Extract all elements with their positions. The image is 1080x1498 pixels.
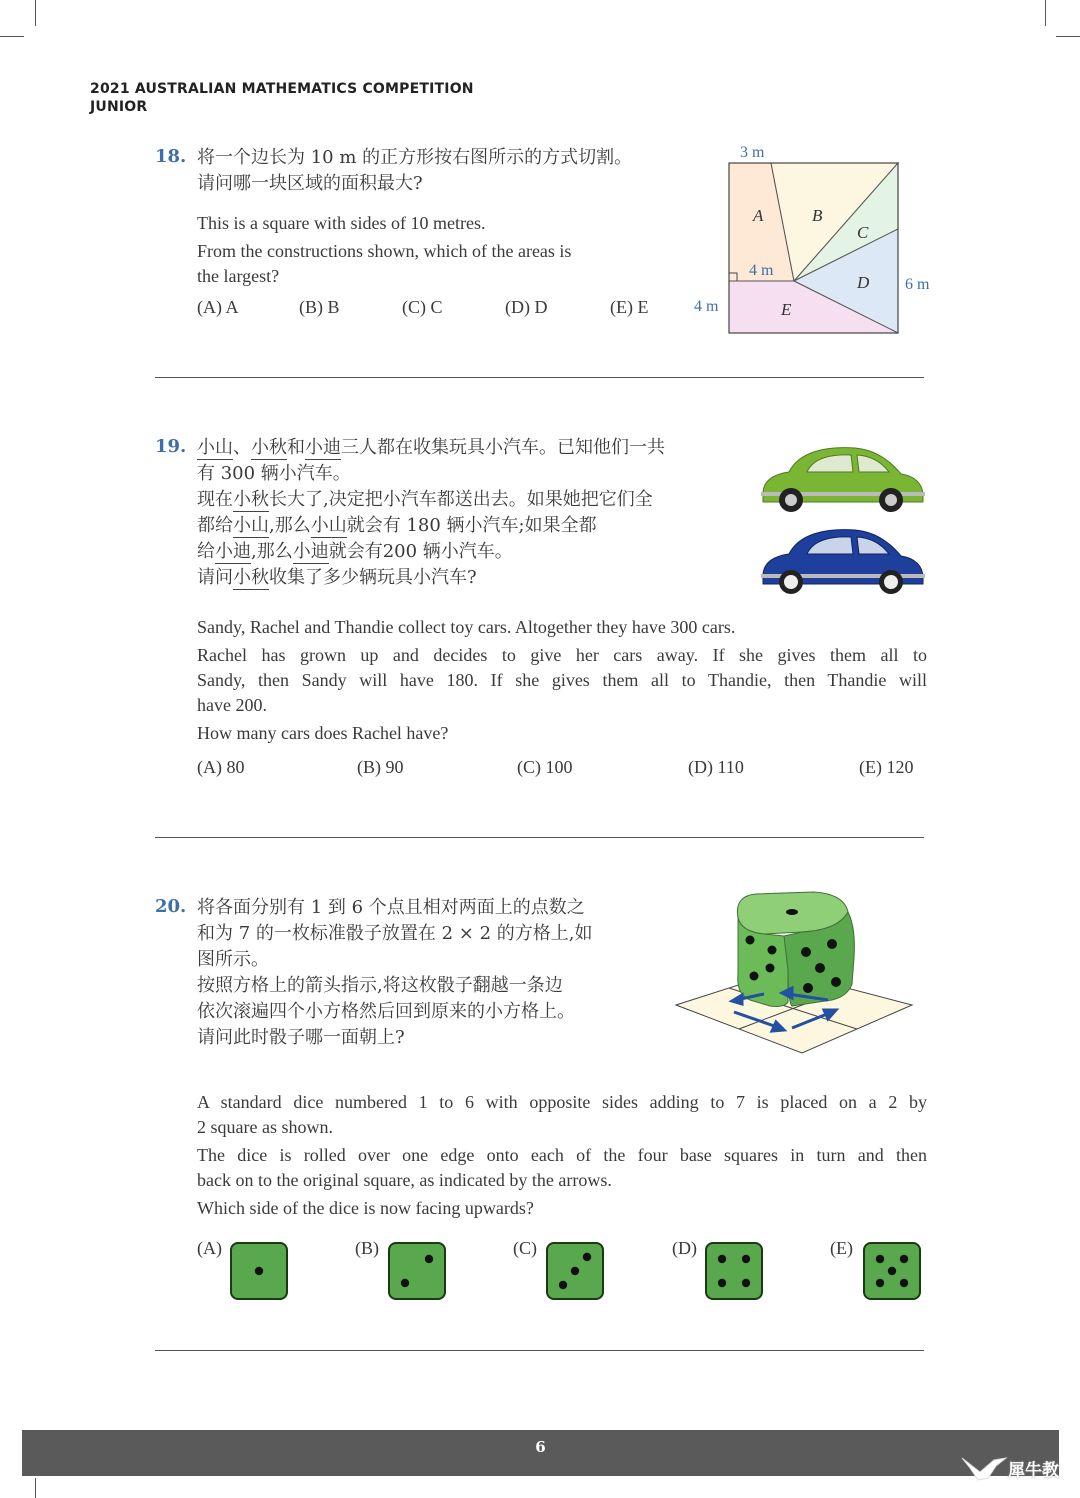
q19-text: ,那么 <box>269 515 311 536</box>
q20-option-label: (A) <box>197 1238 222 1258</box>
q20-cn-line5: 依次滚遍四个小方格然后回到原来的小方格上。 <box>197 1001 575 1022</box>
q19-text: 现在 <box>197 489 233 510</box>
q20-en-line2: 2 square as shown. <box>197 1117 333 1137</box>
die-pip <box>401 1279 409 1287</box>
dim-left: 4 m <box>694 298 719 315</box>
q19-text: 长大了,决定把小汽车都送出去。如果她把它们全 <box>269 489 653 510</box>
die-face-body <box>389 1243 445 1299</box>
q20-option-label: (D) <box>672 1238 697 1258</box>
die-pip <box>559 1281 567 1289</box>
q20-chinese <box>197 895 657 1051</box>
watermark-text: 犀牛教 <box>1008 1461 1059 1481</box>
q20-cn-line4: 按照方格上的箭头指示,将这枚骰子翻越一条边 <box>197 975 563 996</box>
separator <box>155 1350 924 1351</box>
die-pip <box>718 1279 726 1287</box>
page-footer <box>22 1430 1059 1476</box>
q19-text: 给 <box>197 541 215 562</box>
crop-mark <box>1056 36 1080 37</box>
label-d: D <box>857 273 870 292</box>
name-thandie: 小迪 <box>292 541 329 562</box>
q18-option-e[interactable]: (E) E <box>610 297 649 317</box>
die-pip <box>425 1255 433 1263</box>
q19-en-line2: Rachel has grown up and decides to give her cars away. If she gives them all to <box>197 645 927 665</box>
q20-cn-line6: 请问此时骰子哪一面朝上? <box>197 1027 405 1048</box>
q19-text: 就会有200 辆小汽车。 <box>328 541 513 562</box>
crop-mark <box>1045 0 1046 26</box>
name-thandie: 小迪 <box>215 541 251 562</box>
die-face-3-icon <box>545 1241 605 1301</box>
q20-en-line1: A standard dice numbered 1 to 6 with opposite sides adding to 7 is placed on a 2 by <box>197 1092 927 1112</box>
die-face-body <box>706 1243 762 1299</box>
q20-option-label: (E) <box>830 1238 853 1258</box>
q20-en-line4: back on to the original square, as indicated by the arrows. <box>197 1170 612 1190</box>
q19-number: 19. <box>155 436 187 457</box>
dice-on-grid-figure <box>672 888 922 1063</box>
crop-mark <box>35 1478 36 1498</box>
label-a: A <box>753 206 764 225</box>
q18-option-a[interactable]: (A) A <box>197 297 239 317</box>
q19-text: 收集了多少辆玩具小汽车? <box>269 567 477 588</box>
q19-option-c[interactable]: (C) 100 <box>517 757 573 777</box>
die <box>737 892 854 1007</box>
q20-option-label: (B) <box>355 1238 379 1258</box>
q19-option-b[interactable]: (B) 90 <box>357 757 404 777</box>
q19-english <box>197 615 927 746</box>
document-header <box>90 80 474 116</box>
q19-en-line3: Sandy, then Sandy will have 180. If she gives them all to Thandie, then Thandie will <box>197 670 927 690</box>
separator <box>155 377 924 378</box>
q20-number: 20. <box>155 896 187 917</box>
dim-mid: 4 m <box>749 262 774 279</box>
q19-option-d[interactable]: (D) 110 <box>688 757 744 777</box>
q18-option-c[interactable]: (C) C <box>402 297 443 317</box>
q20-cn-line3: 图所示。 <box>197 949 269 970</box>
die-pip <box>583 1253 591 1261</box>
name-rachel: 小秋 <box>233 567 269 588</box>
page-number: 6 <box>535 1438 546 1456</box>
name-rachel: 小秋 <box>251 437 287 458</box>
label-c: C <box>857 223 869 242</box>
q19-text: 就会有 180 辆小汽车;如果全都 <box>346 515 597 536</box>
q19-text: 和 <box>287 437 305 458</box>
q20-en-line5: Which side of the dice is now facing upwards? <box>197 1198 534 1218</box>
label-e: E <box>781 300 792 319</box>
name-rachel: 小秋 <box>233 489 269 510</box>
q19-chinese <box>197 435 747 591</box>
die-pip <box>876 1279 884 1287</box>
green-car <box>761 448 925 512</box>
q18-option-b[interactable]: (B) B <box>299 297 340 317</box>
label-b: B <box>812 206 823 225</box>
crop-mark <box>0 36 24 37</box>
name-sandy: 小山 <box>233 515 269 536</box>
q20-english <box>197 1090 927 1221</box>
q20-en-line3: The dice is rolled over one edge onto each of the four base squares in turn and then <box>197 1145 927 1165</box>
q19-cn-line2: 有 300 辆小汽车。 <box>197 463 351 484</box>
rhino-logo-icon <box>960 1452 1008 1482</box>
die-pip <box>876 1255 884 1263</box>
separator <box>155 837 924 838</box>
name-thandie: 小迪 <box>305 437 341 458</box>
crop-mark <box>35 0 36 26</box>
blue-car <box>761 530 925 594</box>
q18-en-line2: From the constructions shown, which of the areas is <box>197 241 572 261</box>
q19-text: 都给 <box>197 515 233 536</box>
die-face-2-icon <box>387 1241 447 1301</box>
q18-english <box>197 211 667 289</box>
q18-square-figure <box>688 138 948 343</box>
die-pip <box>900 1279 908 1287</box>
q18-en-line1: This is a square with sides of 10 metres. <box>197 213 486 233</box>
die-pip <box>255 1267 263 1275</box>
q18-en-line3: the largest? <box>197 266 280 286</box>
watermark <box>960 1450 1080 1490</box>
q19-text: ,那么 <box>251 541 293 562</box>
die-face-5-icon <box>862 1241 922 1301</box>
die-pip <box>718 1255 726 1263</box>
die-pip <box>888 1267 896 1275</box>
q20-cn-line1: 将各面分别有 1 到 6 个点且相对两面上的点数之 <box>197 897 585 918</box>
q19-en-line4: have 200. <box>197 695 267 715</box>
q20-cn-line2: 和为 7 的一枚标准骰子放置在 2 × 2 的方格上,如 <box>197 923 593 944</box>
q19-en-line5: How many cars does Rachel have? <box>197 723 449 743</box>
q19-option-e[interactable]: (E) 120 <box>859 757 914 777</box>
division-label: JUNIOR <box>90 99 148 115</box>
die-pip <box>742 1279 750 1287</box>
dim-right: 6 m <box>905 276 930 293</box>
q18-cn-line2: 请问哪一块区域的面积最大? <box>197 173 423 194</box>
die-pip <box>571 1267 579 1275</box>
name-sandy: 小山 <box>197 437 233 458</box>
q19-option-a[interactable]: (A) 80 <box>197 757 245 777</box>
toy-cars-image <box>755 440 930 600</box>
q18-chinese <box>197 145 687 197</box>
die-pip <box>742 1255 750 1263</box>
q20-option-label: (C) <box>513 1238 537 1258</box>
dim-top: 3 m <box>740 144 765 161</box>
q19-text: 请问 <box>197 567 233 588</box>
q19-text: 三人都在收集玩具小汽车。已知他们一共 <box>341 437 665 458</box>
name-sandy: 小山 <box>310 515 347 536</box>
die-face-4-icon <box>704 1241 764 1301</box>
die-pip <box>900 1255 908 1263</box>
q18-option-d[interactable]: (D) D <box>505 297 548 317</box>
q18-cn-line1: 将一个边长为 10 m 的正方形按右图所示的方式切割。 <box>197 147 633 168</box>
q19-text: 、 <box>233 437 251 458</box>
die-face-1-icon <box>229 1241 289 1301</box>
q19-en-line1: Sandy, Rachel and Thandie collect toy cars. Altogether they have 300 cars. <box>197 617 736 637</box>
q18-number: 18. <box>155 146 187 167</box>
competition-title: 2021 AUSTRALIAN MATHEMATICS COMPETITION <box>90 81 474 97</box>
